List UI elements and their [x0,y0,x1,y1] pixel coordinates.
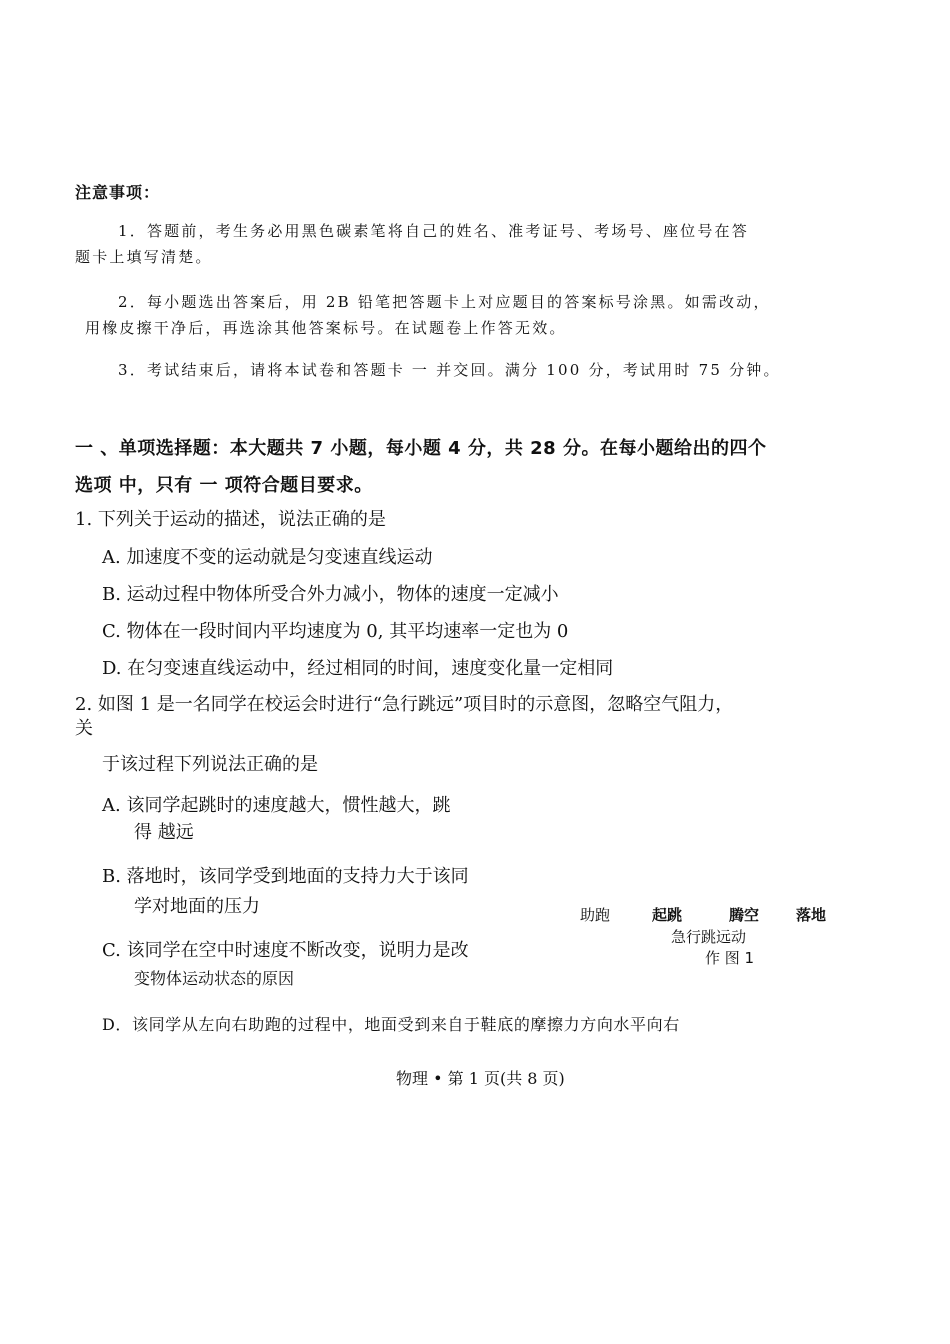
q2-option-d: D．该同学从左向右助跑的过程中，地面受到来自于鞋底的摩擦力方向水平向右 [102,1015,680,1034]
page-footer: 物理 • 第 1 页(共 8 页) [396,1069,565,1088]
notice-item-2-line2: 用橡皮擦干净后，再选涂其他答案标号。在试题卷上作答无效。 [85,319,567,337]
q1-option-d: D. 在匀变速直线运动中，经过相同的时间，速度变化量一定相同 [102,658,614,679]
q2-option-b-line2: 学对地面的压力 [134,896,260,917]
q1-stem: 1. 下列关于运动的描述，说法正确的是 [75,509,386,530]
figure-label-run-up: 助跑 [580,906,611,924]
q2-option-a-line1: A. 该同学起跳时的速度越大，惯性越大，跳 [102,795,451,816]
notice-item-1-line2: 题卡上填写清楚。 [75,248,213,266]
q2-option-a-line2: 得 越远 [134,822,194,843]
q2-option-c-line2: 变物体运动状态的原因 [134,969,295,988]
figure-label-takeoff: 起跳 [652,906,683,924]
figure-caption-line2: 作 图 1 [705,949,755,967]
section-heading-line2: 选项 中，只有 一 项符合题目要求。 [75,475,373,496]
q2-stem-wrap: 关 [75,718,93,739]
figure-label-landing: 落地 [796,906,827,924]
notice-item-2-line1: 2．每小题选出答案后，用 2B 铅笔把答题卡上对应题目的答案标号涂黑。如需改动， [118,293,771,311]
q2-option-c-line1: C. 该同学在空中时速度不断改变，说明力是改 [102,940,469,961]
q2-option-b-line1: B. 落地时，该同学受到地面的支持力大于该同 [102,866,469,887]
notice-title: 注意事项： [75,183,161,202]
q1-option-a: A. 加速度不变的运动就是匀变速直线运动 [102,547,433,568]
q1-option-c: C. 物体在一段时间内平均速度为 0, 其平均速率一定也为 0 [102,621,569,642]
q2-stem-line2: 于该过程下列说法正确的是 [102,754,318,775]
notice-item-1-line1: 1．答题前，考生务必用黑色碳素笔将自己的姓名、准考证号、考场号、座位号在答 [118,222,749,240]
q2-stem-line1: 2. 如图 1 是一名同学在校运会时进行“急行跳远”项目时的示意图，忽略空气阻力， [75,694,734,715]
q1-option-b: B. 运动过程中物体所受合外力减小，物体的速度一定减小 [102,584,559,605]
section-heading-line1: 一 、单项选择题：本大题共 7 小题，每小题 4 分，共 28 分。在每小题给出的四个 [75,438,767,459]
figure-caption-line1: 急行跳远动 [671,928,747,946]
notice-item-3-line1: 3．考试结束后，请将本试卷和答题卡 一 并交回。满分 100 分，考试用时 75 分钟。 [118,361,781,379]
figure-label-airborne: 腾空 [729,906,760,924]
